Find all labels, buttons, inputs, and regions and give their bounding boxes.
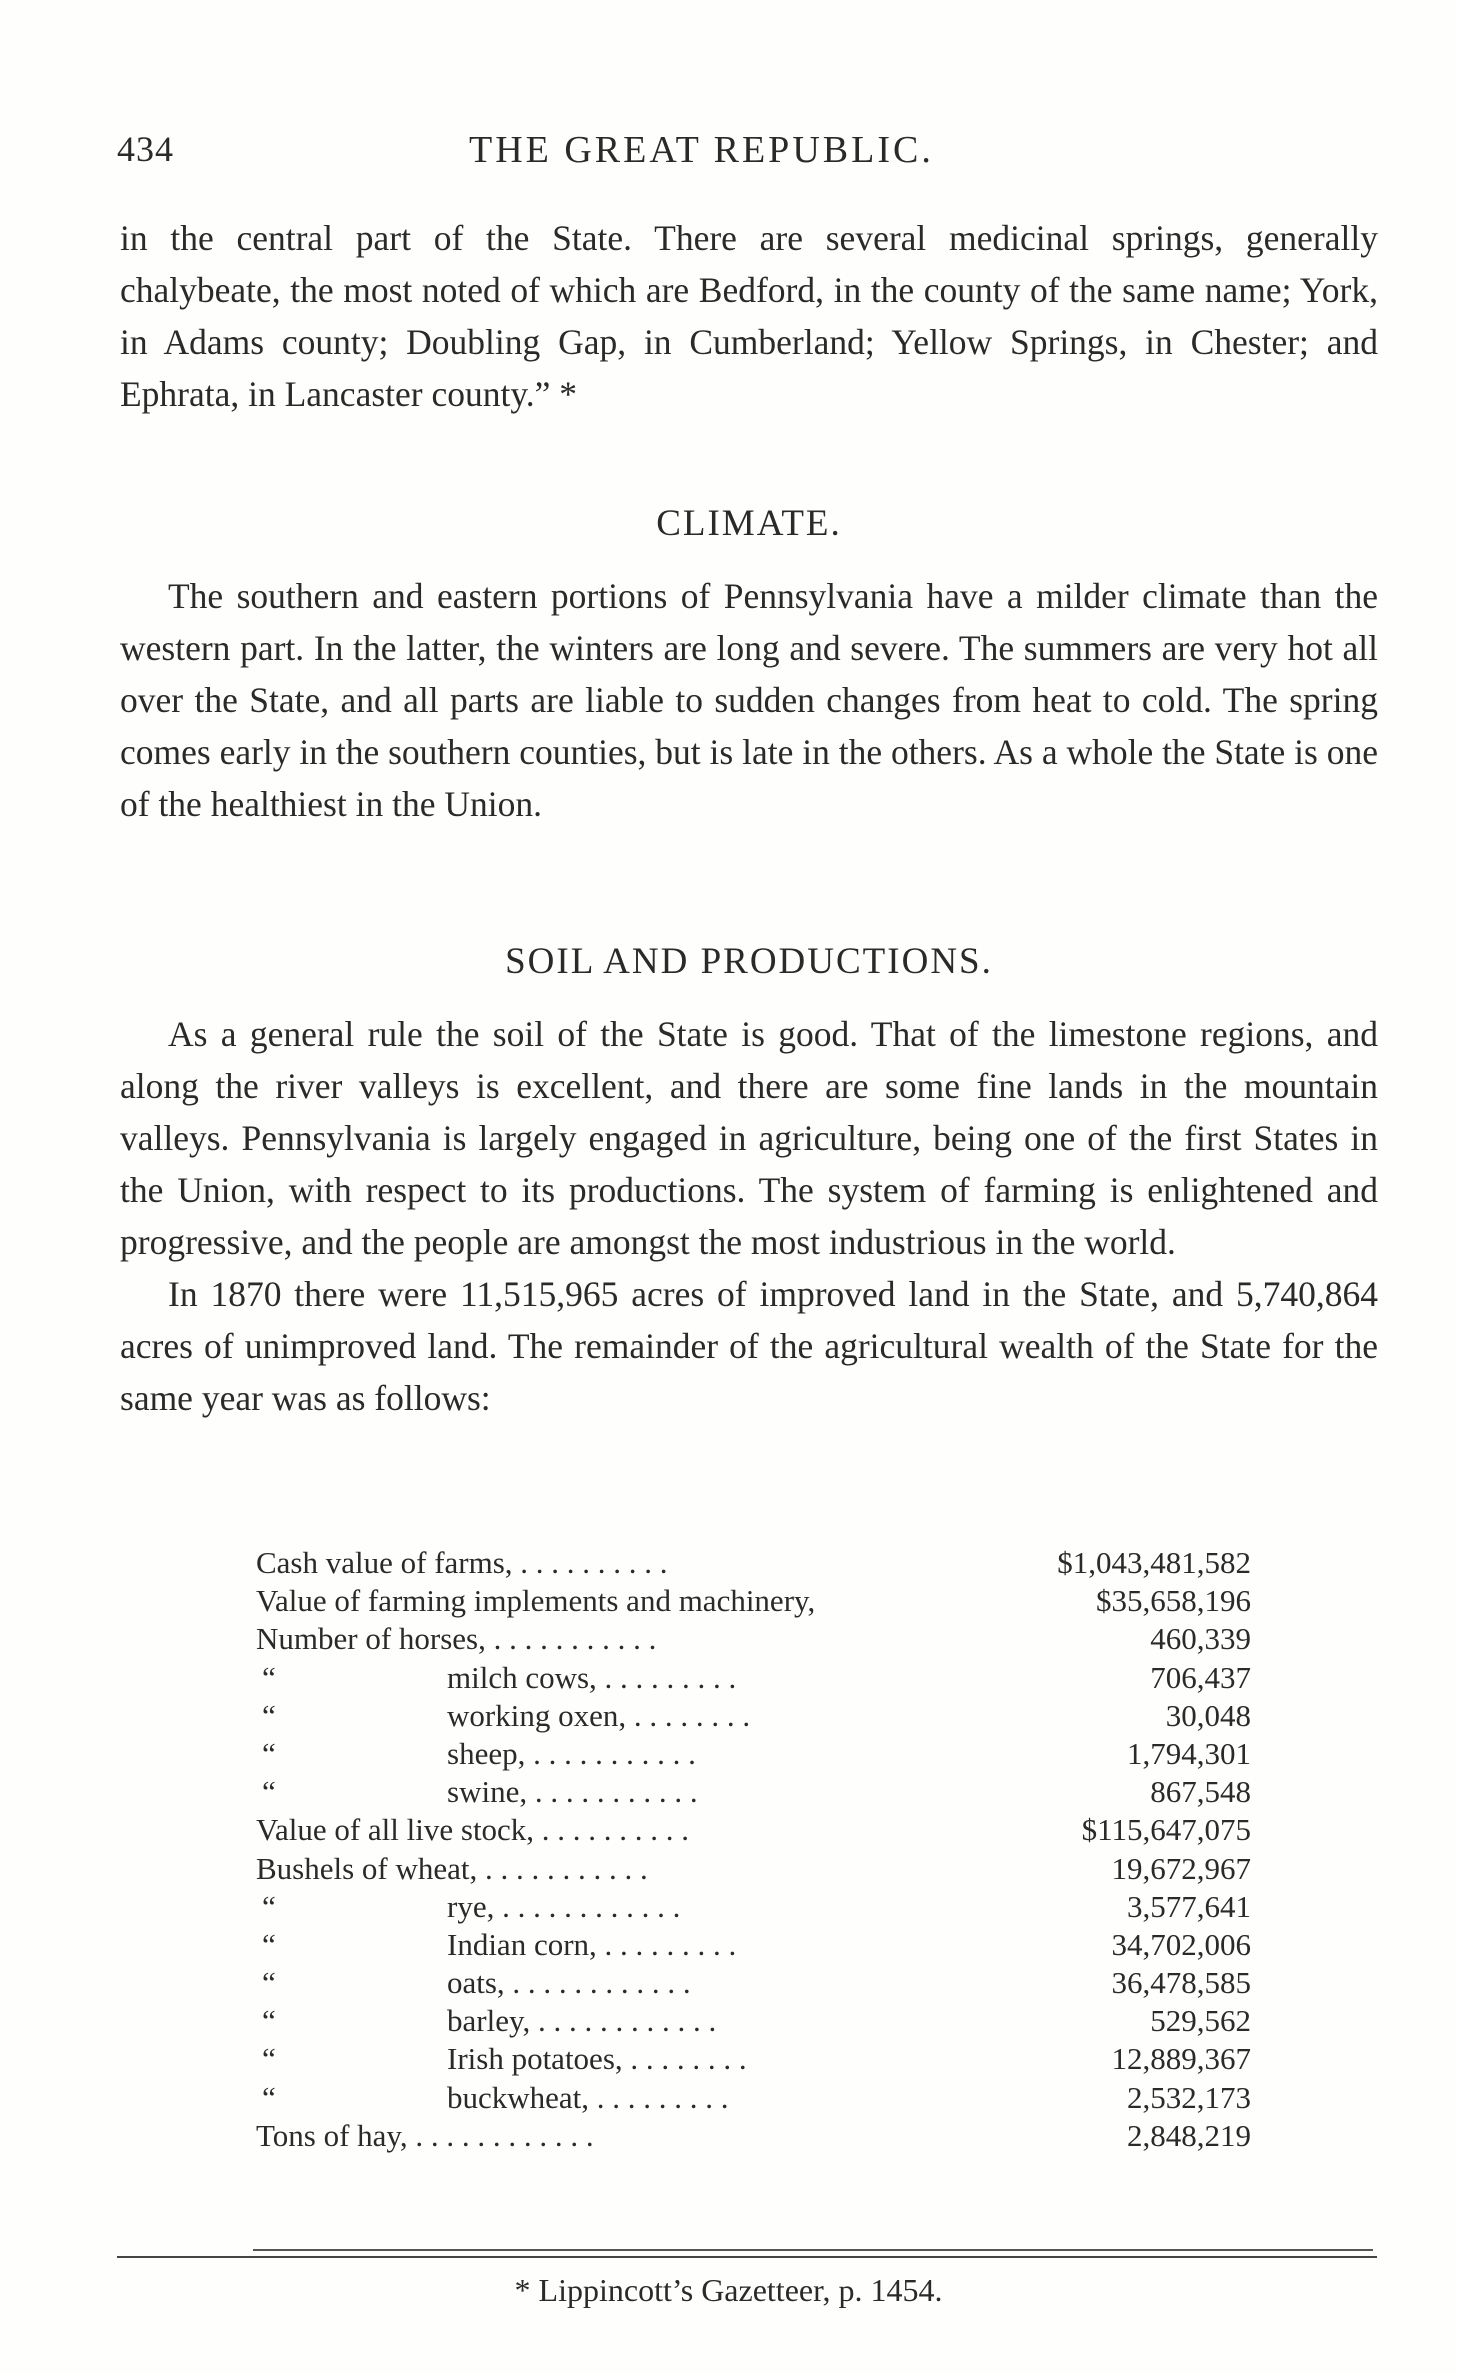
statistics-table — [256, 1544, 1251, 2155]
row-value: 867,548 — [1150, 1774, 1251, 1810]
row-value: 460,339 — [1150, 1621, 1251, 1657]
intro-paragraph-text: in the central part of the State. There are several medicinal springs, generally chalybeate, the most noted of which are Bedford, in the county of the same name; York, in Adams county; Doubling Gap, in Cumberland; Yellow Springs, in Chester; and Ephrata, in Lancaster county.” * — [120, 218, 1378, 414]
row-label-text: swine, . . . . . . . . . . . — [447, 1774, 698, 1810]
table-row — [256, 2002, 1251, 2040]
table-row — [256, 1697, 1251, 1735]
ditto-mark: “ — [262, 1965, 276, 2001]
row-label-text: working oxen, . . . . . . . . — [447, 1697, 751, 1733]
row-label-text: rye, . . . . . . . . . . . . — [447, 1888, 681, 1924]
ditto-mark: “ — [262, 2003, 276, 2039]
table-row — [256, 1773, 1251, 1811]
row-label: Value of all live stock, . . . . . . . . . . — [256, 1812, 690, 1848]
row-value: 1,794,301 — [1127, 1735, 1251, 1771]
row-label-text: oats, . . . . . . . . . . . . — [447, 1965, 691, 2001]
row-label — [256, 1735, 696, 1773]
row-label — [256, 1888, 680, 1926]
running-title: THE GREAT REPUBLIC. — [469, 129, 934, 171]
row-value: 19,672,967 — [1111, 1850, 1251, 1886]
climate-section — [120, 570, 1378, 830]
row-value: 3,577,641 — [1127, 1888, 1251, 1924]
row-label-text: barley, . . . . . . . . . . . . — [447, 2003, 717, 2039]
row-value: 36,478,585 — [1111, 1965, 1251, 2001]
footnote-rule — [117, 2256, 1377, 2258]
row-label: Cash value of farms, . . . . . . . . . . — [256, 1545, 668, 1580]
row-value: 30,048 — [1165, 1697, 1251, 1733]
climate-paragraph: The southern and eastern portions of Pennsylvania have a milder climate than the western part. In the latter, the winters are long and severe. The summers are very hot all over the State, and all parts are liable to sudden changes from heat to cold. The spring comes early in the southern counties, but is late in the others. As a whole the State is one of the healthiest in the Union. — [120, 576, 1378, 824]
row-value: 2,848,219 — [1127, 2117, 1251, 2153]
ditto-mark: “ — [262, 1735, 276, 1771]
row-label — [256, 1773, 698, 1811]
table-rule — [253, 2249, 1373, 2251]
row-label — [256, 2079, 729, 2117]
row-label: Tons of hay, . . . . . . . . . . . . — [256, 2117, 594, 2153]
ditto-mark: “ — [262, 1888, 276, 1924]
table-row — [256, 1735, 1251, 1773]
table-row — [256, 1888, 1251, 1926]
soil-heading: SOIL AND PRODUCTIONS. — [505, 941, 993, 982]
row-label: Number of horses, . . . . . . . . . . . — [256, 1621, 657, 1657]
row-label: Value of farming implements and machinery, — [256, 1583, 816, 1619]
table-row — [256, 1964, 1251, 2002]
row-label — [256, 1964, 691, 2002]
table-row — [256, 1811, 1251, 1849]
table-row — [256, 1659, 1251, 1697]
table-row — [256, 2079, 1251, 2117]
page-header — [117, 128, 1377, 174]
ditto-mark: “ — [262, 2079, 276, 2115]
table-row — [256, 1926, 1251, 1964]
climate-heading: CLIMATE. — [656, 503, 842, 544]
row-label-text: Irish potatoes, . . . . . . . . — [447, 2041, 747, 2077]
row-value: $115,647,075 — [1081, 1812, 1251, 1848]
soil-paragraph-2: In 1870 there were 11,515,965 acres of improved land in the State, and 5,740,864 acres of unimproved land. The remainder of the agricultural wealth of the State for the same year was as follows: — [120, 1274, 1378, 1418]
table-row — [256, 1544, 1251, 1582]
intro-paragraph — [120, 212, 1378, 420]
row-value: 706,437 — [1150, 1659, 1251, 1695]
footnote: * Lippincott’s Gazetteer, p. 1454. — [514, 2272, 943, 2308]
row-label — [256, 1659, 736, 1697]
row-value: $1,043,481,582 — [1057, 1545, 1251, 1580]
ditto-mark: “ — [262, 1774, 276, 1810]
soil-section — [120, 1008, 1378, 1424]
table-row — [256, 1620, 1251, 1658]
row-label-text: Indian corn, . . . . . . . . . — [447, 1926, 737, 1962]
table-row — [256, 2040, 1251, 2078]
row-label-text: milch cows, . . . . . . . . . — [447, 1659, 737, 1695]
ditto-mark: “ — [262, 1926, 276, 1962]
soil-paragraph-1: As a general rule the soil of the State is good. That of the limestone regions, and along the river valleys is excellent, and there are some fine lands in the mountain valleys. Pennsylvania is largely engaged in agriculture, being one of the first States in the Union, with respect to its productions. The system of farming is enlightened and progressive, and the people are amongst the most industrious in the world. — [120, 1014, 1378, 1262]
ditto-mark: “ — [262, 1659, 276, 1695]
row-value: 34,702,006 — [1111, 1926, 1251, 1962]
row-label: Bushels of wheat, . . . . . . . . . . . — [256, 1850, 648, 1886]
row-value: 12,889,367 — [1111, 2041, 1251, 2077]
row-value: $35,658,196 — [1096, 1583, 1251, 1619]
row-label-text: sheep, . . . . . . . . . . . — [447, 1735, 696, 1771]
table-row — [256, 2117, 1251, 2155]
row-value: 529,562 — [1150, 2003, 1251, 2039]
row-label — [256, 1926, 736, 1964]
page-number: 434 — [117, 129, 174, 169]
ditto-mark: “ — [262, 2041, 276, 2077]
row-label — [256, 2002, 716, 2040]
table-row — [256, 1850, 1251, 1888]
ditto-mark: “ — [262, 1697, 276, 1733]
row-label — [256, 1697, 750, 1735]
row-label — [256, 2040, 747, 2078]
table-row — [256, 1582, 1251, 1620]
row-label-text: buckwheat, . . . . . . . . . — [447, 2079, 729, 2115]
row-value: 2,532,173 — [1127, 2079, 1251, 2115]
